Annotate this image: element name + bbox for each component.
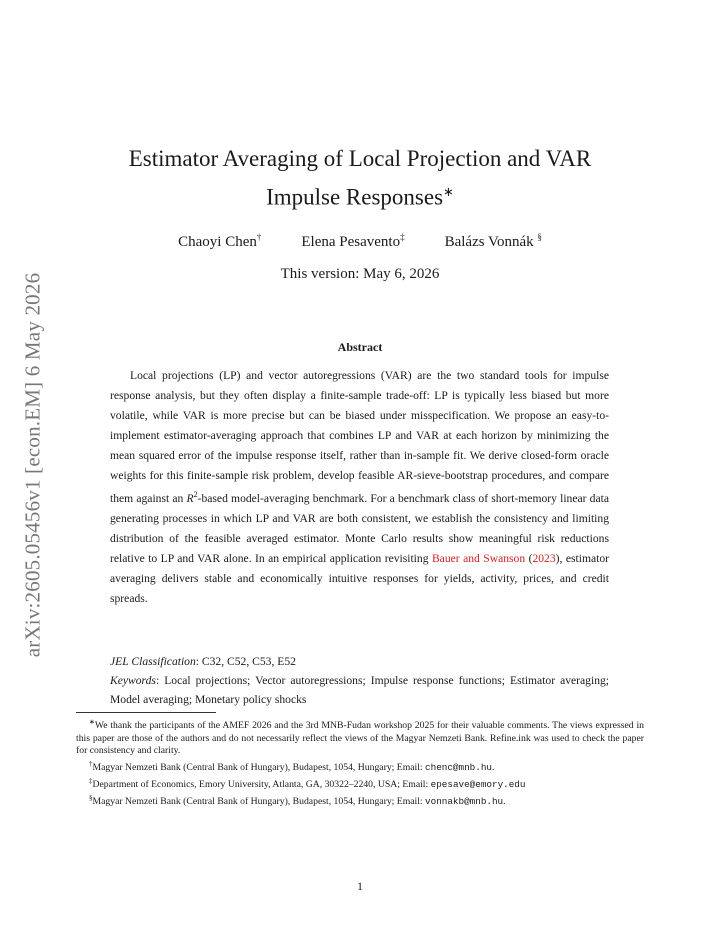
footnotes <box>76 716 644 809</box>
abstract-part-3: , estimator averaging delivers stable and economically intuitive responses for yields, activity, prices, and credit spreads. <box>110 552 609 605</box>
arxiv-stamp: arXiv:2605.05456v1 [econ.EM] 6 May 2026 <box>20 272 45 658</box>
keywords-list: Local projections; Vector autoregressions; Impulse response functions; Estimator averaging; Model averaging; Monetary policy shocks <box>110 674 610 706</box>
jel-label: JEL Classification <box>110 655 196 668</box>
author-name: Chaoyi Chen <box>178 234 257 250</box>
jel-separator: : <box>195 655 202 668</box>
paper-title <box>100 142 620 214</box>
footnote-text: Magyar Nemzeti Bank (Central Bank of Hungary), Budapest, 1054, Hungary; Email: <box>92 795 426 807</box>
citation-link-authors[interactable]: Bauer and Swanson <box>431 552 526 566</box>
jel-classification <box>110 652 609 671</box>
footnote-tail: . <box>503 795 506 807</box>
footnote-affiliation <box>76 792 644 809</box>
author <box>301 232 404 251</box>
footnote-divider <box>76 712 216 713</box>
abstract-heading: Abstract <box>337 340 383 354</box>
author <box>445 232 542 251</box>
footnote-mark: † <box>89 760 93 769</box>
footnote-text: Magyar Nemzeti Bank (Central Bank of Hungary), Budapest, 1054, Hungary; Email: <box>92 762 426 774</box>
version-date: This version: May 6, 2026 <box>280 266 440 282</box>
r-squared-exponent: 2 <box>193 490 198 500</box>
citation-close: ) <box>555 552 560 566</box>
author-name: Elena Pesavento <box>301 234 401 250</box>
citation-open: ( <box>525 552 533 566</box>
footnote-mark: § <box>89 793 93 802</box>
footnote-mark: ‡ <box>89 776 93 785</box>
footnote-text: Department of Economics, Emory University, Atlanta, GA, 30322–2240, USA; Email: <box>92 779 431 791</box>
page-number: 1 <box>357 879 363 893</box>
abstract-part-1: Local projections (LP) and vector autoregressions (VAR) are the two standard tools for impulse response analysis, but they often display a finite-sample trade-off: LP is typically less biased but more volatile, while VAR is more precise but can be biased under misspecification. We propose an easy-to-implement estimator-averaging approach that combines LP and VAR at each horizon by minimizing the mean squared error of the impulse response itself, rather than in-sample fit. We derive closed-form oracle weights for this finite-sample risk problem, develop feasible AR-sieve-bootstrap procedures, and compare them against an <box>110 369 609 506</box>
author-mark: ‡ <box>400 232 405 242</box>
footnote-affiliation <box>76 775 644 792</box>
author-name: Balázs Vonnák <box>444 234 534 250</box>
author-mark: § <box>537 232 542 242</box>
footnote-affiliation <box>76 758 644 775</box>
footnote-tail: . <box>491 762 495 774</box>
email-address: vonnakb@mnb.hu <box>425 795 504 807</box>
keywords-separator: : <box>155 674 165 687</box>
footnote-thanks <box>76 716 644 758</box>
keywords <box>110 671 609 709</box>
abstract-text <box>110 366 609 609</box>
title-line-2: Impulse Responses <box>266 184 444 210</box>
author <box>178 232 261 251</box>
title-line-1: Estimator Averaging of Local Projection and VAR <box>128 146 592 171</box>
author-list <box>100 232 620 251</box>
keywords-label: Keywords <box>110 674 156 687</box>
email-address: chenc@mnb.hu <box>425 762 492 774</box>
abstract-part-2: -based model-averaging benchmark. For a benchmark class of short-memory linear data generating processes in which LP and VAR are both consistent, we establish the consistency and limiting distribution of the feasible averaged estimator. Monte Carlo results show meaningful risk reductions relative to LP and VAR alone. In an empirical application revisiting <box>110 492 609 566</box>
footnote-mark: ∗ <box>89 718 95 726</box>
citation-link-year[interactable]: 2023 <box>532 552 556 566</box>
footnote-text: We thank the participants of the AMEF 2026 and the 3rd MNB-Fudan workshop 2025 for their valuable comments. The views expressed in this paper are those of the authors and do not necessarily reflect the views of the Magyar Nemzeti Bank. Refine.ink was used to check the paper for consistency and clarity. <box>76 720 644 757</box>
email-address: epesave@emory.edu <box>430 779 526 791</box>
author-mark: † <box>256 232 262 242</box>
r-squared-symbol: R <box>186 492 194 506</box>
title-footnote-mark: ∗ <box>443 184 454 199</box>
jel-codes: C32, C52, C53, E52 <box>201 655 296 668</box>
